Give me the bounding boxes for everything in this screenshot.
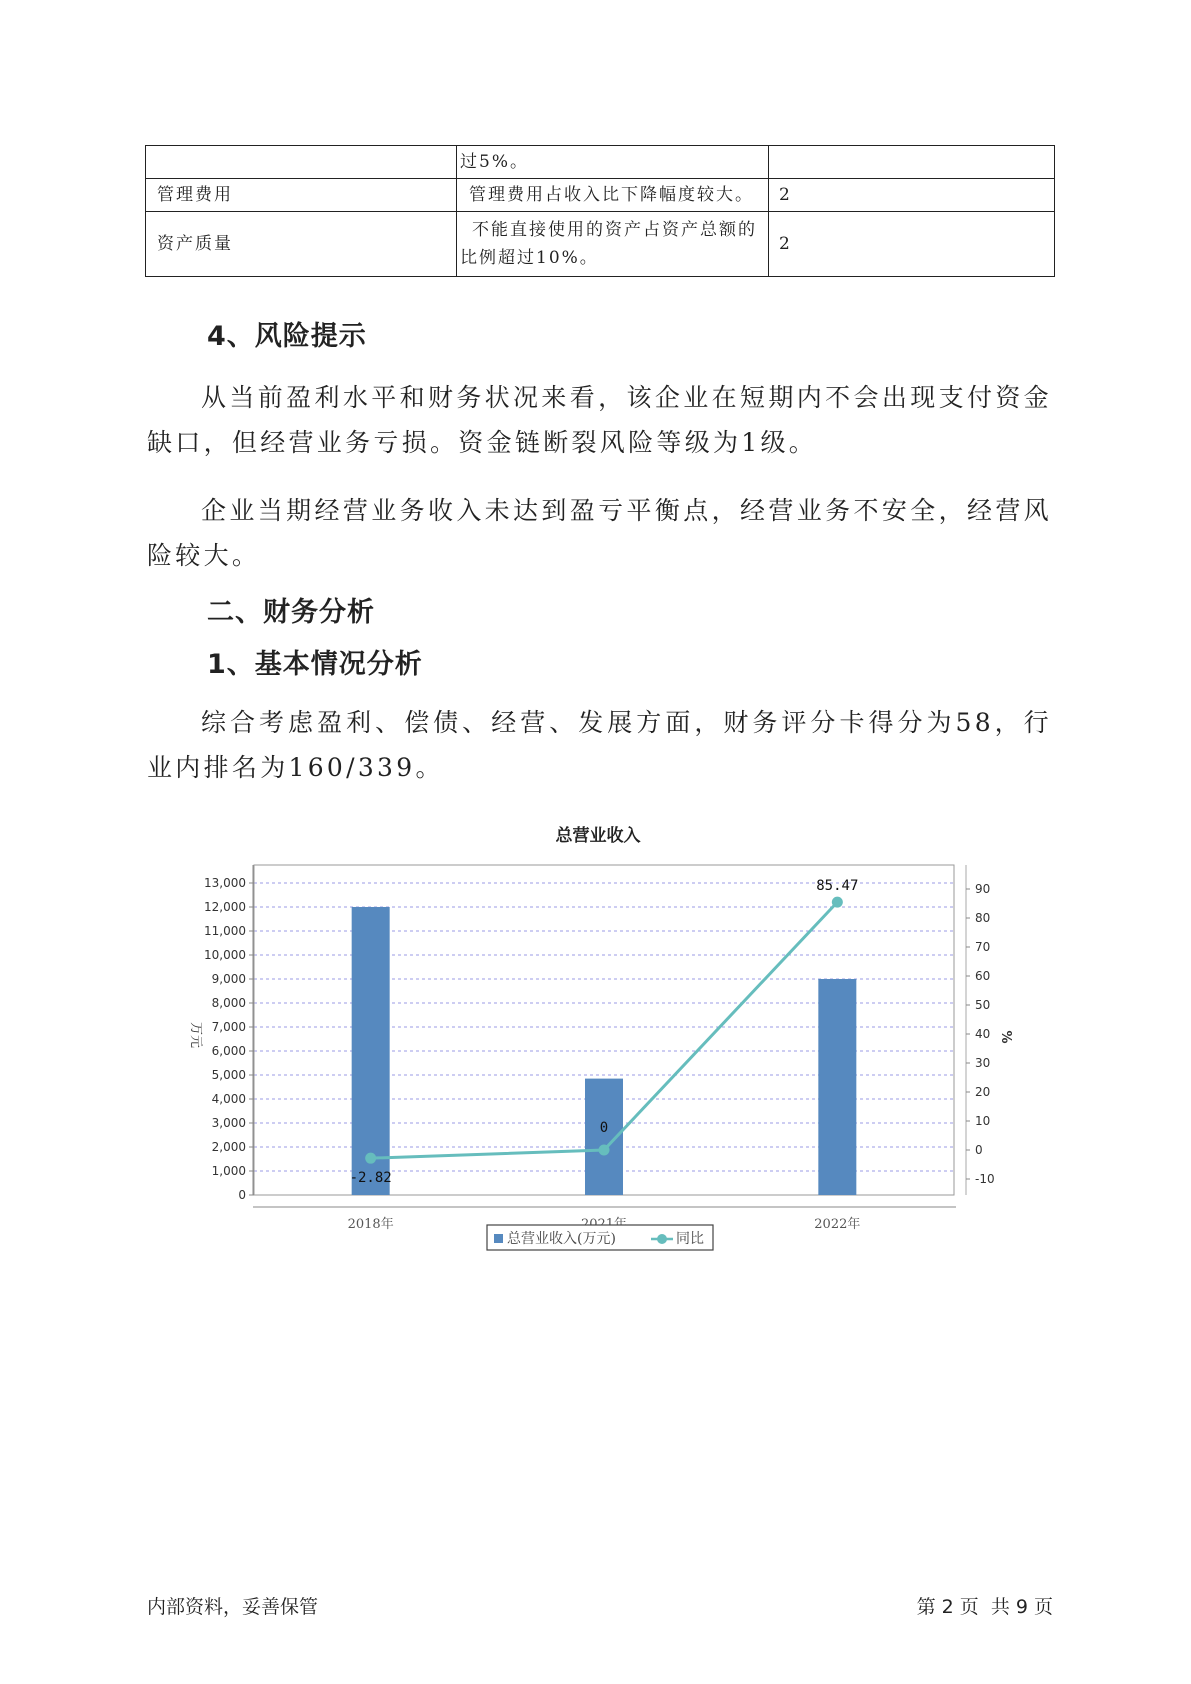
y2-tick-label: 10 [975, 1114, 991, 1128]
revenue-chart [170, 815, 1030, 1275]
y-tick-label: 8,000 [211, 996, 246, 1010]
y-tick-label: 11,000 [204, 924, 246, 938]
risk-table [145, 145, 1055, 277]
y2-tick-label: 70 [975, 940, 991, 954]
table-cell-item: 管理费用 [146, 179, 457, 212]
table-cell-item: 资产质量 [146, 212, 457, 277]
y-tick-label: 1,000 [211, 1164, 246, 1178]
line-point [832, 897, 843, 908]
chart-title: 总营业收入 [555, 826, 641, 846]
data-label: -2.82 [349, 1170, 392, 1187]
y2-tick-label: -10 [975, 1172, 995, 1186]
y2-tick-label: 0 [975, 1143, 983, 1157]
y2-tick-label: 60 [975, 969, 991, 983]
x-tick-label: 2018年 [347, 1217, 394, 1232]
y-tick-label: 10,000 [204, 948, 246, 962]
y2-tick-label: 90 [975, 882, 991, 896]
table-cell-score: 2 [769, 212, 1055, 277]
y-tick-label: 9,000 [211, 972, 246, 986]
finance-heading: 二、财务分析 [207, 597, 375, 628]
chart-legend [487, 1225, 713, 1250]
y-tick-label: 4,000 [211, 1092, 246, 1106]
legend-line-label: 同比 [676, 1231, 704, 1247]
y-tick-label: 2,000 [211, 1140, 246, 1154]
y-tick-label: 5,000 [211, 1068, 246, 1082]
y-tick-label: 12,000 [204, 900, 246, 914]
table-cell-desc: 不能直接使用的资产占资产总额的比例超过10%。 [457, 212, 769, 277]
line-point [599, 1145, 610, 1156]
y2-tick-label: 20 [975, 1085, 991, 1099]
y-tick-label: 3,000 [211, 1116, 246, 1130]
footer-note: 内部资料，妥善保管 [147, 1596, 319, 1618]
table-row [146, 212, 1055, 277]
data-label: 0 [599, 1120, 609, 1136]
y-tick-label: 7,000 [211, 1020, 246, 1034]
line-point [365, 1153, 376, 1164]
basic-heading: 1、基本情况分析 [207, 649, 423, 680]
x-tick-label: 2022年 [814, 1217, 861, 1232]
legend-bar-label: 总营业收入(万元) [507, 1231, 616, 1247]
bar [818, 979, 856, 1195]
table-cell-score: 2 [769, 179, 1055, 212]
legend-bar-swatch [494, 1234, 503, 1243]
bar [349, 907, 392, 1195]
y-axis-label: 万元 [188, 1021, 203, 1049]
page-number: 第 2 页 共 9 页 [916, 1596, 1053, 1618]
risk-paragraph-1: 从当前盈利水平和财务状况来看，该企业在短期内不会出现支付资金缺口，但经营业务亏损。资金链断裂风险等级为1级。 [147, 383, 1052, 457]
y2-tick-label: 80 [975, 911, 991, 925]
risk-paragraph-2: 企业当期经营业务收入未达到盈亏平衡点，经营业务不安全，经营风险较大。 [147, 496, 1052, 570]
table-cell-desc: 过5%。 [457, 146, 769, 179]
y2-tick-label: 30 [975, 1056, 991, 1070]
legend-line-marker [657, 1234, 667, 1244]
table-cell-desc: 管理费用占收入比下降幅度较大。 [457, 179, 769, 212]
table-cell-item [146, 146, 457, 179]
y2-tick-label: 50 [975, 998, 991, 1012]
table-cell-score [769, 146, 1055, 179]
y-tick-label: 13,000 [204, 876, 246, 890]
y2-tick-label: 40 [975, 1027, 991, 1041]
y-tick-label: 0 [238, 1188, 246, 1202]
data-label: 85.47 [816, 878, 859, 895]
table-row [146, 179, 1055, 212]
table-row [146, 146, 1055, 179]
basic-paragraph: 综合考虑盈利、偿债、经营、发展方面，财务评分卡得分为58，行业内排名为160/339。 [147, 708, 1052, 782]
y2-axis-label: % [998, 1030, 1013, 1044]
y-tick-label: 6,000 [211, 1044, 246, 1058]
risk-heading: 4、风险提示 [207, 321, 367, 352]
